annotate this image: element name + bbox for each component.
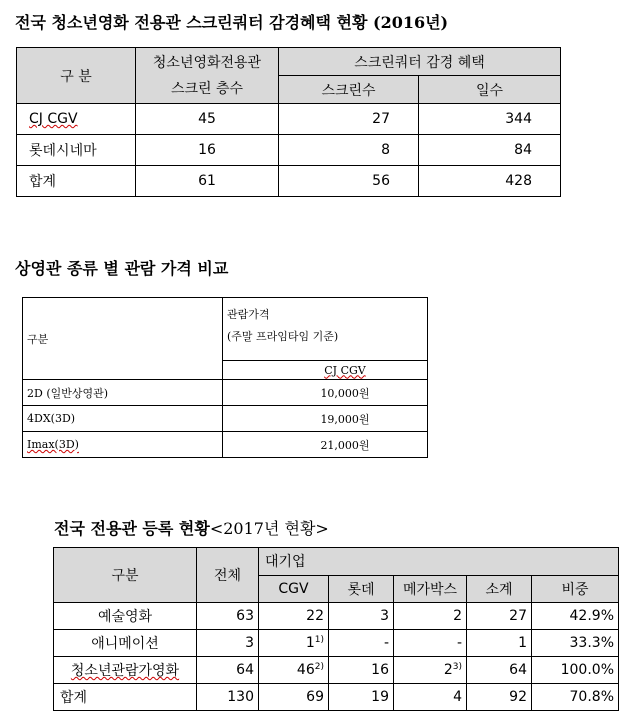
row-price: 10,000원: [223, 380, 428, 406]
row-total: 130: [197, 684, 259, 711]
row-megabox: 4: [394, 684, 467, 711]
row-days: 344: [419, 104, 561, 135]
row-name: 롯데시네마: [17, 135, 136, 166]
price-table: [22, 297, 428, 458]
row-ratio: 70.8%: [532, 684, 619, 711]
header-major: 대기업: [259, 548, 619, 576]
row-name: 애니메이션: [54, 630, 197, 657]
header-total: 전체: [197, 548, 259, 603]
row-name: 합계: [54, 684, 197, 711]
table-row: [23, 406, 428, 432]
row-megabox: 2: [394, 603, 467, 630]
header-price-line1: 관람가격: [227, 308, 270, 321]
header-price: [223, 298, 428, 361]
row-name: 2D (일반상영관): [23, 380, 223, 406]
row-cgv: 46$^{2)}$: [259, 657, 329, 684]
header-subtotal: 소계: [467, 575, 532, 603]
header-quota: 스크린쿼터 감경 혜택: [279, 48, 561, 76]
table-row: [54, 603, 619, 630]
row-name: 4DX(3D): [23, 406, 223, 432]
row-screens: 45: [136, 104, 279, 135]
row-ratio: 100.0%: [532, 657, 619, 684]
screen-quota-table: [16, 47, 561, 197]
table-row: [17, 166, 561, 197]
section2-title: 상영관 종류 별 관람 가격 비교: [15, 259, 229, 278]
row-days: 428: [419, 166, 561, 197]
row-subtotal: 1: [467, 630, 532, 657]
row-price: 21,000원: [223, 432, 428, 458]
header-lotte: 롯데: [329, 575, 394, 603]
header-category: 구분: [54, 548, 197, 603]
row-price: 19,000원: [223, 406, 428, 432]
row-days: 84: [419, 135, 561, 166]
header-brand: CJ CGV: [223, 361, 428, 380]
row-lotte: 16: [329, 657, 394, 684]
row-subtotal: 92: [467, 684, 532, 711]
row-reduced: 27: [279, 104, 419, 135]
table-row: [23, 380, 428, 406]
header-ratio: 비중: [532, 575, 619, 603]
header-cgv: CGV: [259, 575, 329, 603]
table-row: [23, 432, 428, 458]
header-screens: [136, 48, 279, 104]
table-row: [54, 630, 619, 657]
header-quota-screens: 스크린수: [279, 76, 419, 104]
row-subtotal: 27: [467, 603, 532, 630]
row-name: CJ CGV: [17, 104, 136, 135]
row-total: 63: [197, 603, 259, 630]
header-screens-line1: 청소년영화전용관: [152, 54, 262, 71]
row-ratio: 33.3%: [532, 630, 619, 657]
row-cgv: 1$^{1)}$: [259, 630, 329, 657]
row-reduced: 8: [279, 135, 419, 166]
registration-table: [53, 547, 619, 711]
row-megabox: -: [394, 630, 467, 657]
section1-title: 전국 청소년영화 전용관 스크린쿼터 감경혜택 현황 (2016년): [15, 13, 449, 32]
table-row: [17, 135, 561, 166]
header-price-line2: (주말 프라임타임 기준): [227, 330, 339, 343]
row-cgv: 69: [259, 684, 329, 711]
row-reduced: 56: [279, 166, 419, 197]
header-megabox: 메가박스: [394, 575, 467, 603]
table-row: [54, 657, 619, 684]
header-category: 구분: [23, 298, 223, 380]
table-row: [54, 684, 619, 711]
row-megabox: 2$^{3)}$: [394, 657, 467, 684]
table-row: [17, 104, 561, 135]
row-screens: 61: [136, 166, 279, 197]
header-quota-days: 일수: [419, 76, 561, 104]
row-total: 3: [197, 630, 259, 657]
row-name: 합계: [17, 166, 136, 197]
row-name: Imax(3D): [23, 432, 223, 458]
row-ratio: 42.9%: [532, 603, 619, 630]
row-lotte: 3: [329, 603, 394, 630]
row-lotte: 19: [329, 684, 394, 711]
row-screens: 16: [136, 135, 279, 166]
row-lotte: -: [329, 630, 394, 657]
row-cgv: 22: [259, 603, 329, 630]
row-name: 예술영화: [54, 603, 197, 630]
header-screens-line2: 스크린 층수: [170, 80, 244, 97]
row-name: 청소년관람가영화: [54, 657, 197, 684]
header-category: 구 분: [17, 48, 136, 104]
row-subtotal: 64: [467, 657, 532, 684]
row-total: 64: [197, 657, 259, 684]
section3-title: 전국 전용관 등록 현황<2017년 현황>: [54, 519, 329, 538]
